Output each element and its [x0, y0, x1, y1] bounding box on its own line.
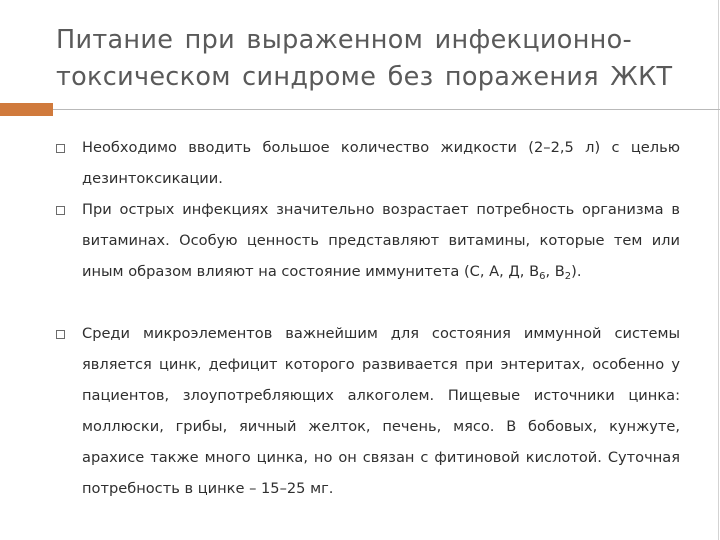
bullet-text: При острых инфекциях значительно возрастает потребность организма в витаминах. Особую ценность представляют витамины, которые тем или иным образом влияют на состояние иммунитета (С, А, Д, В [82, 201, 680, 280]
hollow-square-icon [56, 206, 65, 215]
subscript-6: 6 [539, 271, 546, 282]
bullet-text-end: ). [571, 263, 582, 280]
bullet-item-zinc [82, 318, 680, 504]
hollow-square-icon [56, 144, 65, 153]
hollow-square-icon [56, 330, 65, 339]
slide-title-line-2: токсическом синдроме без поражения ЖКТ [56, 62, 673, 92]
bullet-item-vitamins [82, 194, 680, 287]
slide-title-line-1: Питание при выраженном инфекционно- [56, 25, 633, 55]
bullet-text-mid: , В [545, 263, 565, 280]
bullet-text: Необходимо вводить большое количество жидкости (2–2,5 л) с целью дезинтоксикации. [82, 139, 680, 187]
subscript-2: 2 [564, 271, 572, 282]
bullet-item-fluids [82, 132, 680, 194]
bullet-text: Среди микроэлементов важнейшим для состояния иммунной системы является цинк, дефицит которого развивается при энтеритах, особенно у пациентов, злоупотребляющих алкоголем. Пищевые источники цинка: моллюски, грибы, яичный желток, печень, мясо. В бобовых, кунжуте, арахисе также много цинка, но он связан с фитиновой кислотой. Суточная потребность в цинке – 15–25 мг. [82, 325, 680, 497]
